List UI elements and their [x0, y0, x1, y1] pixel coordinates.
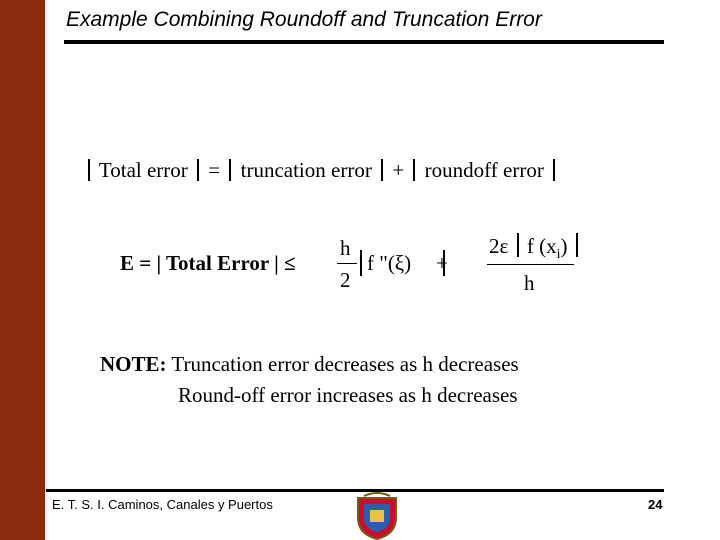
- abs-bar: [229, 159, 231, 181]
- close-paren: ): [560, 234, 568, 258]
- note-line-2: Round-off error increases as h decreases: [178, 383, 518, 407]
- h-denominator: 2: [340, 268, 351, 292]
- two-epsilon: 2ε: [489, 234, 509, 258]
- abs-bar: [517, 233, 519, 257]
- slide-title: Example Combining Roundoff and Truncation Error: [66, 8, 542, 31]
- f-of-x: f (x: [526, 234, 557, 258]
- total-error-text: Total error: [98, 158, 188, 182]
- roundoff-denominator: h: [524, 271, 535, 295]
- subscript-i: i: [556, 247, 561, 263]
- footer-institution: E. T. S. I. Caminos, Canales y Puertos: [52, 497, 273, 512]
- fraction-line: [337, 263, 357, 264]
- abs-bar: [413, 159, 415, 181]
- abs-bar: [576, 233, 578, 257]
- abs-bar: [88, 159, 90, 181]
- note-label: NOTE:: [100, 352, 167, 376]
- note-line-1: [100, 352, 519, 377]
- plus-sign: +: [436, 251, 448, 275]
- abs-bar: [553, 159, 555, 181]
- plus-sign: +: [392, 158, 405, 182]
- truncation-error-text: truncation error: [240, 158, 372, 182]
- total-error-equation: [84, 158, 559, 183]
- abs-bar: [381, 159, 383, 181]
- abs-bar: [197, 159, 199, 181]
- note-text-1: Truncation error decreases as h decreases: [166, 352, 519, 376]
- title-divider: [64, 40, 664, 44]
- h-numerator: h: [340, 236, 351, 260]
- roundoff-numerator: [489, 233, 581, 263]
- left-accent-bar: [0, 0, 45, 540]
- university-crest-icon: [350, 492, 404, 540]
- error-bound-label: E = | Total Error | ≤: [120, 251, 296, 275]
- fraction-line: [487, 264, 574, 265]
- abs-bar: [360, 250, 362, 276]
- roundoff-error-text: roundoff error: [424, 158, 544, 182]
- equals-sign: =: [208, 158, 221, 182]
- second-derivative-term: f "(ξ): [367, 251, 412, 275]
- page-number: 24: [648, 497, 663, 512]
